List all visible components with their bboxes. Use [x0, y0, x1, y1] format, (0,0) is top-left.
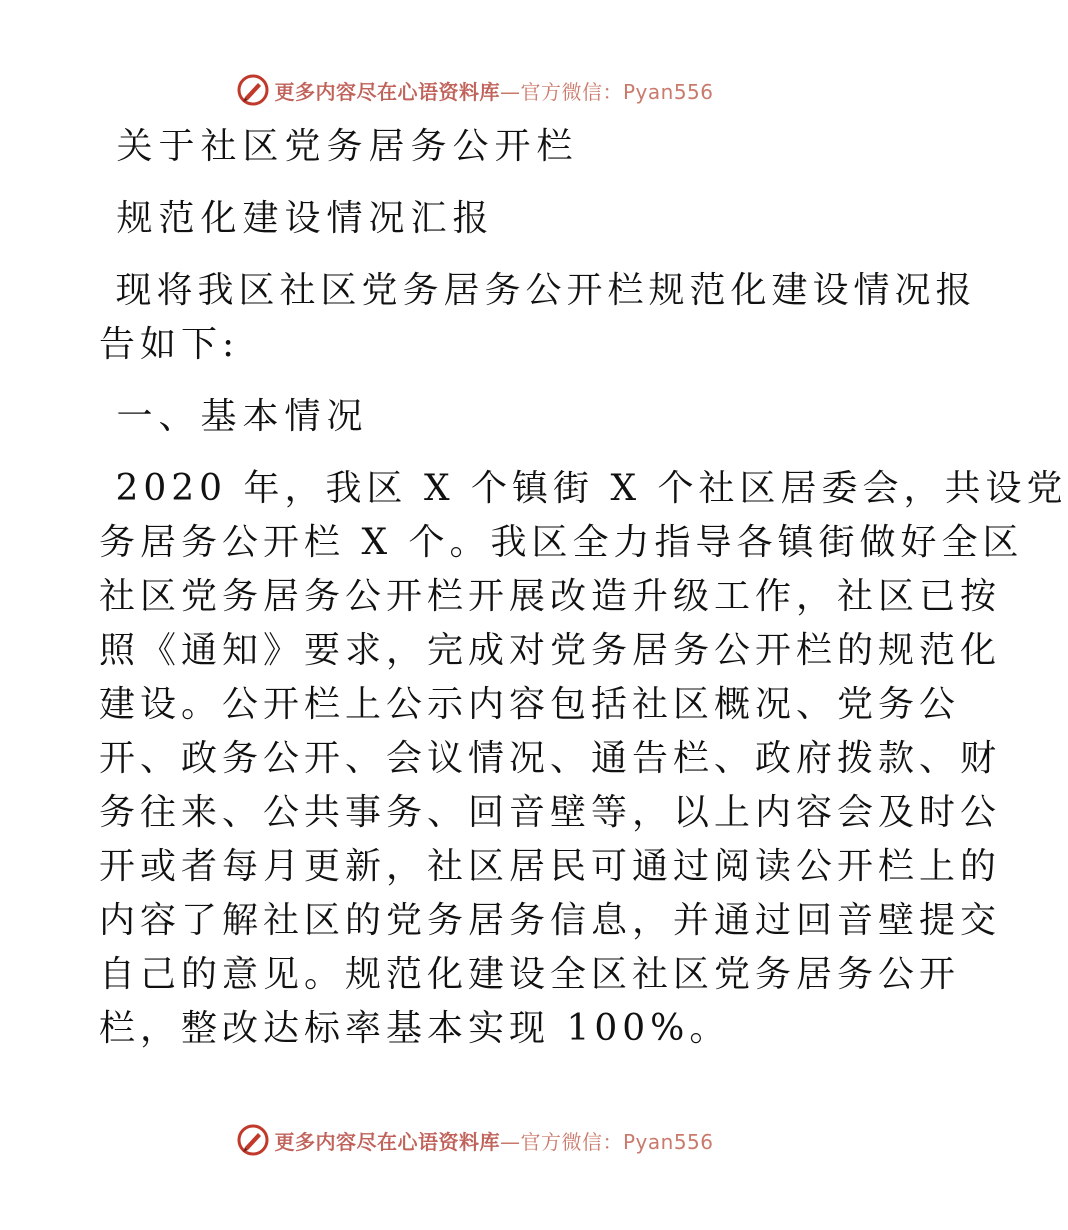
text-line: 社区党务居务公开栏开展改造升级工作，社区已按 [99, 576, 1002, 617]
text-line: 2020 年，我区 X 个镇街 X 个社区居委会，共设党 [99, 468, 1068, 509]
text-line: 务居务公开栏 X 个。我区全力指导各镇街做好全区 [99, 522, 1024, 563]
section-heading: 一、基本情况 [99, 396, 369, 437]
text-line: 照《通知》要求，完成对党务居务公开栏的规范化 [99, 630, 1002, 671]
header-watermark [0, 70, 950, 110]
watermark-text: 更多内容尽在心语资料库—官方微信：Pyan556 [274, 79, 714, 104]
pen-logo-icon [236, 1123, 270, 1157]
text-line: 栏，整改达标率基本实现 100%。 [99, 1008, 731, 1049]
text-line: 现将我区社区党务居务公开栏规范化建设情况报 [99, 270, 977, 311]
text-line: 内容了解社区的党务居务信息，并通过回音壁提交 [99, 900, 1002, 941]
document-body [99, 120, 1068, 1056]
text-line: 建设。公开栏上公示内容包括社区概况、党务公 [99, 684, 961, 725]
pen-logo-icon [236, 73, 270, 107]
text-line: 务往来、公共事务、回音壁等，以上内容会及时公 [99, 792, 1002, 833]
section-body-paragraph [99, 462, 1068, 1056]
text-line: 自己的意见。规范化建设全区社区党务居务公开 [99, 954, 961, 995]
doc-title-line-2: 规范化建设情况汇报 [99, 198, 495, 239]
footer-watermark [0, 1120, 950, 1160]
intro-paragraph [99, 264, 977, 372]
text-line: 告如下: [99, 324, 240, 365]
watermark-text: 更多内容尽在心语资料库—官方微信：Pyan556 [274, 1129, 714, 1154]
doc-title-line-1: 关于社区党务居务公开栏 [99, 126, 579, 167]
text-line: 开或者每月更新，社区居民可通过阅读公开栏上的 [99, 846, 1002, 887]
text-line: 开、政务公开、会议情况、通告栏、政府拨款、财 [99, 738, 1002, 779]
